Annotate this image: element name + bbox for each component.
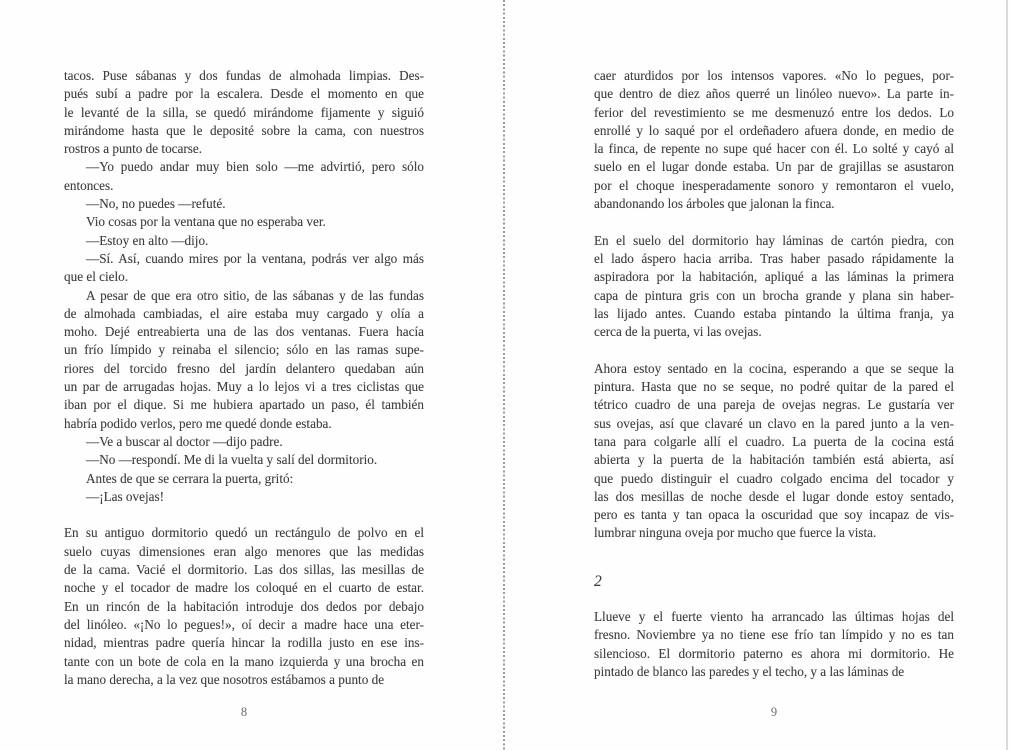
page-right xyxy=(506,0,1012,750)
center-fold-dotted-line xyxy=(503,0,505,750)
text-column-left xyxy=(64,67,424,689)
text-line: pués subí a padre por la escalera. Desde el momento en que xyxy=(64,86,424,102)
text-line: entonces. xyxy=(64,177,114,193)
text-line: suelo cuyas dimensiones eran algo menores que las medidas xyxy=(64,543,424,559)
text-line: caer aturdidos por los intensos vapores. «No lo pegues, por- xyxy=(594,68,954,83)
text-line: Antes de que se cerrara la puerta, gritó: xyxy=(86,470,294,486)
paragraph xyxy=(64,213,424,231)
text-line: —Ve a buscar al doctor —dijo padre. xyxy=(86,433,283,449)
text-line: que dentro de diez años querré un linóleo nuevo». La parte in- xyxy=(594,86,954,102)
text-line: riores del torcido fresno del jardín delantero quedaban aún xyxy=(64,360,424,376)
text-line: silencioso. El dormitorio paterno es ahora mi dormitorio. He xyxy=(594,645,954,661)
paragraph xyxy=(64,524,424,689)
text-line: cerca de la puerta, vi las ovejas. xyxy=(594,324,762,340)
text-line: nidad, mientras padre quería hincar la rodilla justo en ese ins- xyxy=(64,635,424,651)
text-line: abierta y la puerta de la habitación también está abierta, así xyxy=(594,452,954,468)
paragraph xyxy=(64,158,424,195)
text-line: las dos mesillas de noche desde el lugar donde estoy sentado, xyxy=(594,488,954,504)
text-line: Vio cosas por la ventana que no esperaba ver. xyxy=(86,214,326,230)
text-line: el lado áspero hacia arriba. Tras haber pasado rápidamente la xyxy=(594,250,954,266)
text-line: por el choque inesperadamente sonoro y remontaron el vuelo, xyxy=(594,177,954,193)
text-line: las lijado antes. Cuando estaba pintando la última franja, ya xyxy=(594,305,954,321)
text-line: Llueve y el fuerte viento ha arrancado las últimas hojas del xyxy=(594,609,954,625)
text-line: un par de arrugadas hojas. Muy a lo lejos vi a tres ciclistas que xyxy=(64,379,424,395)
text-line: un frío límpido y reinaba el silencio; sólo en las ramas supe- xyxy=(64,342,424,358)
text-line: tante con un bote de cola en la mano izquierda y una brocha en xyxy=(64,653,424,669)
text-line: rostros a punto de tocarse. xyxy=(64,141,203,157)
paragraph xyxy=(64,470,424,488)
text-line: —Yo puedo andar muy bien solo —me advirtió, pero sólo xyxy=(86,159,424,175)
text-line: la mano derecha, a la vez que nosotros estábamos a punto de xyxy=(64,671,385,687)
text-line: que el cielo. xyxy=(64,269,129,285)
text-line: abandonando los árboles que jalonan la finca. xyxy=(594,196,835,212)
text-line: —No, no puedes —refuté. xyxy=(86,196,226,212)
page-edge-line xyxy=(1006,0,1008,750)
paragraph xyxy=(64,451,424,469)
text-line: de almohada cambiadas, el aire estaba muy cargado y olía a xyxy=(64,305,424,321)
paragraph xyxy=(594,360,954,543)
paragraph xyxy=(594,608,954,681)
text-line: suelo en el lugar donde estaba. Un par de grajillas se asustaron xyxy=(594,159,954,175)
text-line: En un rincón de la habitación introduje dos dedos por debajo xyxy=(64,598,424,614)
paragraph xyxy=(64,488,424,506)
text-line: pintado de blanco las paredes y el techo, y a las láminas de xyxy=(594,663,905,679)
text-line: —Estoy en alto —dijo. xyxy=(86,232,209,248)
text-line: del linóleo. «¡No lo pegues!», oí decir a madre hace una eter- xyxy=(64,616,424,632)
text-line: sus ovejas, así que clavaré un clavo en la pared junto a la ven- xyxy=(594,415,954,431)
paragraph xyxy=(594,67,954,213)
paragraph xyxy=(64,232,424,250)
text-line: —¡Las ovejas! xyxy=(86,488,164,504)
text-line: moho. Dejé entreabierta una de las dos ventanas. Fuera hacía xyxy=(64,324,424,340)
text-line: noche y el tocador de madre los coloqué en el cuarto de estar. xyxy=(64,580,424,596)
text-line: En su antiguo dormitorio quedó un rectángulo de polvo en el xyxy=(64,525,424,541)
text-line: fresno. Noviembre ya no tiene ese frío tan límpido y no es tan xyxy=(594,627,954,643)
text-line: de la cama. Vacié el dormitorio. Las dos sillas, las mesillas de xyxy=(64,562,424,578)
text-line: le levanté de la silla, se quedó mirándome fijamente y siguió xyxy=(64,104,424,120)
text-column-right xyxy=(594,67,954,681)
text-line: En el suelo del dormitorio hay láminas de cartón piedra, con xyxy=(594,232,954,248)
text-line: mirándome hasta que le deposité sobre la cama, con nuestros xyxy=(64,122,424,138)
text-line: Ahora estoy sentado en la cocina, esperando a que se seque la xyxy=(594,360,954,376)
chapter-number: 2 xyxy=(594,572,602,590)
paragraph xyxy=(64,195,424,213)
text-line: tétrico cuadro de una pareja de ovejas negras. Le gustaría ver xyxy=(594,397,954,413)
text-line: pintura. Hasta que no se seque, no podré quitar de la pared el xyxy=(594,379,954,395)
text-line: la finca, de repente no supe qué hacer con él. Lo solté y cayó al xyxy=(594,141,954,157)
text-line: que puedo distinguir el cuadro colgado encima del tocador y xyxy=(594,470,954,486)
text-line: capa de pintura gris con un brocha grande y plana sin haber- xyxy=(594,287,954,303)
text-line: enrollé y lo saqué por el ordeñadero afuera donde, en medio de xyxy=(594,122,954,138)
text-line: tana para colgarle allí el cuadro. La puerta de la cocina está xyxy=(594,433,954,449)
text-line: pero es tanta y tan opaca la oscuridad que soy incapaz de vis- xyxy=(594,507,954,523)
text-line: —No —respondí. Me di la vuelta y salí del dormitorio. xyxy=(86,452,378,468)
page-number-left: 8 xyxy=(240,705,248,719)
text-line: aspiradora por la habitación, apliqué a las láminas la primera xyxy=(594,269,954,285)
text-line: iban por el dique. Si me hubiera apartado un paso, él también xyxy=(64,397,424,413)
text-line: ferior del revestimiento se me desmenuzó entre los dedos. Lo xyxy=(594,104,954,120)
paragraph xyxy=(64,250,424,287)
text-line: tacos. Puse sábanas y dos fundas de almohada limpias. Des- xyxy=(64,68,424,83)
text-line: A pesar de que era otro sitio, de las sábanas y de las fundas xyxy=(86,287,424,303)
text-line: lumbrar ninguna oveja por mucho que fuerce la vista. xyxy=(594,525,877,541)
paragraph xyxy=(594,232,954,342)
text-line: —Sí. Así, cuando mires por la ventana, podrás ver algo más xyxy=(86,250,424,266)
paragraph xyxy=(64,433,424,451)
paragraph xyxy=(64,287,424,433)
paragraph xyxy=(64,67,424,158)
page-number-right: 9 xyxy=(770,705,778,719)
text-line: habría podido verlos, pero me quedé donde estaba. xyxy=(64,415,332,431)
